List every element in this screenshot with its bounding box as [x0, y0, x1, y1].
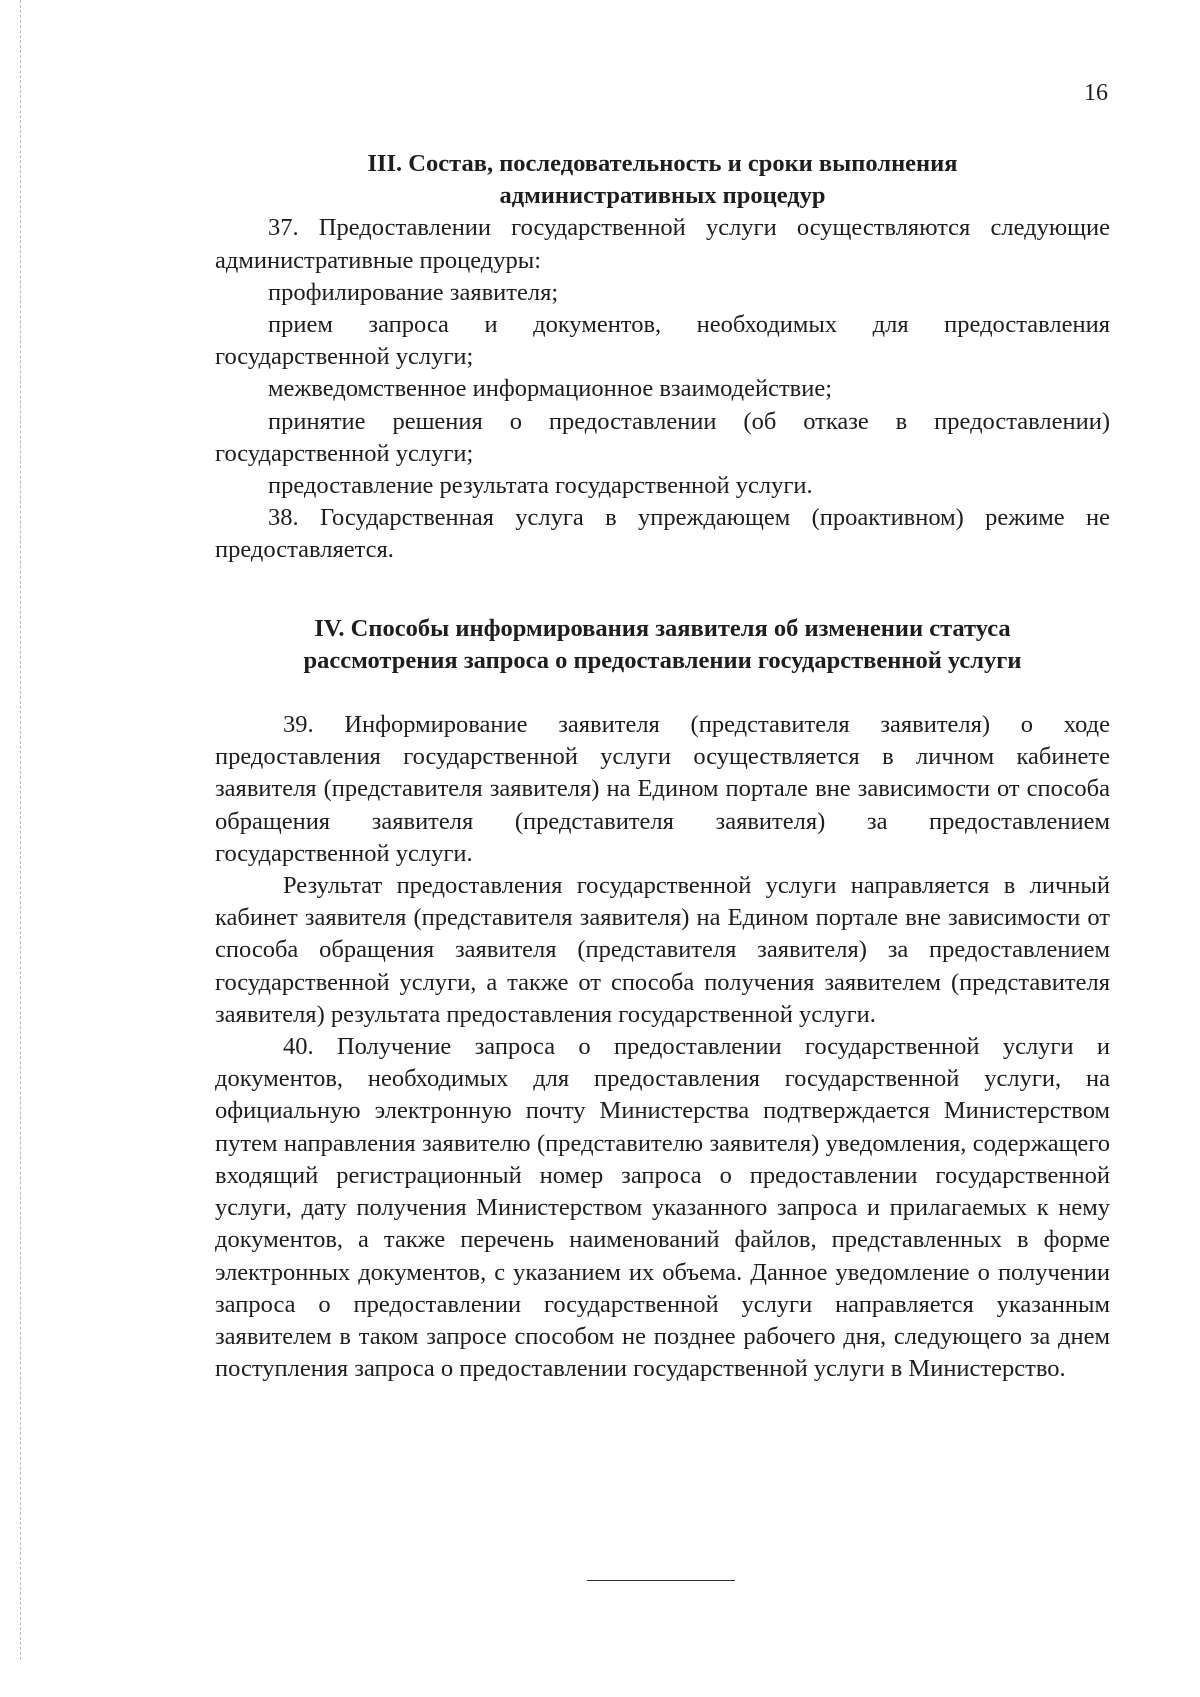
section-3-heading-line-1: III. Состав, последовательность и сроки выполнения — [367, 150, 958, 177]
section-4-heading-line-2: рассмотрения запроса о предоставлении государственной услуги — [303, 646, 1022, 674]
section-4-heading — [215, 613, 1110, 677]
procedure-item-3: межведомственное информационное взаимодействие; — [268, 375, 833, 403]
paragraph-39: 39. Информирование заявителя (представителя заявителя) о ходе предоставления государственной услуги осуществляется в личном кабинете заявителя (представителя заявителя) на Едином портале вне зависимости от способа обращения заявителя (представителя заявителя) за предоставлением государственной услуги. — [215, 711, 1110, 867]
scan-edge-line — [20, 0, 21, 1660]
paragraph-37: 37. Предоставлении государственной услуги осуществляются следующие административные процедуры: — [215, 214, 1110, 274]
paragraph-40: 40. Получение запроса о предоставлении государственной услуги и документов, необходимых для предоставления государственной услуги, на официальную электронную почту Министерства подтверждается Министерством путем направления заявителю (представителю заявителя) уведомления, содержащего входящий регистрационный номер запроса о предоставлении государственной услуги, дату получения Министерством указанного запроса и прилагаемых к нему документов, а также перечень наименований файлов, представленных в форме электронных документов, с указанием их объема. Данное уведомление о получении запроса о предоставлении государственной услуги направляется указанным заявителем в таком запросе способом не позднее рабочего дня, следующего за днем поступления запроса о предоставлении государственной услуги в Министерство. — [215, 1033, 1110, 1383]
page-number: 16 — [1084, 80, 1108, 106]
end-divider — [587, 1580, 735, 1581]
document-body — [215, 148, 1110, 1385]
procedure-item-5: предоставление результата государственной услуги. — [268, 472, 813, 500]
procedure-item-1: профилирование заявителя; — [268, 278, 559, 306]
procedure-item-2: прием запроса и документов, необходимых для предоставления государственной услуги; — [215, 311, 1110, 371]
section-4-heading-line-1: IV. Способы информирования заявителя об изменении статуса — [314, 614, 1011, 642]
paragraph-38: 38. Государственная услуга в упреждающем (проактивном) режиме не предоставляется. — [215, 504, 1110, 564]
section-3-heading — [215, 148, 1110, 212]
paragraph-result: Результат предоставления государственной услуги направляется в личный кабинет заявителя (представителя заявителя) на Едином портале вне зависимости от способа обращения заявителя (представителя заявителя) за предоставлением государственной услуги, а также от способа получения заявителем (представителя заявителя) результата предоставления государственной услуги. — [215, 872, 1110, 1028]
procedure-item-4: принятие решения о предоставлении (об отказе в предоставлении) государственной услуги; — [215, 407, 1110, 467]
section-3-heading-line-2: административных процедур — [499, 182, 826, 210]
